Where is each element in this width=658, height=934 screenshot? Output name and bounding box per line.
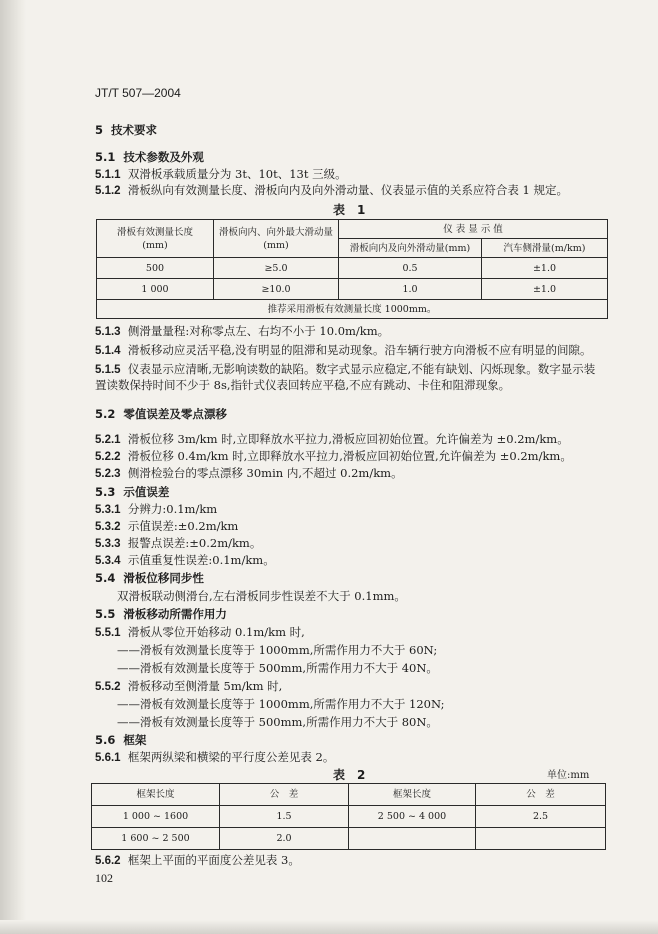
section-5-3-heading: 5.3 示值误差 <box>95 485 170 499</box>
table-row <box>97 258 608 279</box>
table-cell: ≥5.0 <box>214 258 339 279</box>
clause-5-1-2: 5.1.2 滑板纵向有效测量长度、滑板向内及向外滑动量、仪表显示值的关系应符合表 1 规定。 <box>95 183 569 197</box>
list-item: ——滑板有效测量长度等于 500mm,所需作用力不大于 80N。 <box>117 715 438 729</box>
table2-unit: 单位:mm <box>547 770 590 781</box>
clause-5-1-4: 5.1.4 滑板移动应灵活平稳,没有明显的阻滞和晃动现象。沿车辆行驶方向滑板不应有明显的间隙。 <box>95 343 592 357</box>
table-cell: 1 600 ~ 2 500 <box>92 828 220 850</box>
list-item: ——滑板有效测量长度等于 1000mm,所需作用力不大于 60N; <box>117 643 438 657</box>
clause-5-2-1: 5.2.1 滑板位移 3m/km 时,立即释放水平拉力,滑板应回初始位置。允许偏差为 ±0.2m/km。 <box>95 432 569 446</box>
clause-5-6-1: 5.6.1 框架两纵梁和横梁的平行度公差见表 2。 <box>95 750 335 764</box>
table-cell: 500 <box>97 258 214 279</box>
table-cell: 2.5 <box>476 806 606 828</box>
table-cell: ±1.0 <box>482 279 608 300</box>
table1-subcol1-header: 滑板向内及向外滑动量(mm) <box>339 239 482 258</box>
table-cell: 1.0 <box>339 279 482 300</box>
table-cell: 0.5 <box>339 258 482 279</box>
table-row <box>97 279 608 300</box>
standard-header: JT/T 507—2004 <box>95 86 181 100</box>
scan-shadow-edge <box>0 0 26 934</box>
section-5-5-heading: 5.5 滑板移动所需作用力 <box>95 607 227 621</box>
table-cell <box>349 828 476 850</box>
table-cell: 2.0 <box>220 828 349 850</box>
clause-5-2-3: 5.2.3 侧滑检验台的零点漂移 30min 内,不超过 0.2m/km。 <box>95 466 403 480</box>
page-number: 102 <box>95 871 113 885</box>
table-row <box>92 806 606 828</box>
section-5-2-heading: 5.2 零值误差及零点漂移 <box>95 407 227 421</box>
clause-5-1-1: 5.1.1 双滑板承载质量分为 3t、10t、13t 三级。 <box>95 167 347 181</box>
clause-5-1-3: 5.1.3 侧滑量量程:对称零点左、右均不小于 10.0m/km。 <box>95 324 390 338</box>
clause-5-2-2: 5.2.2 滑板位移 0.4m/km 时,立即释放水平拉力,滑板应回初始位置,允许偏差为 ±0.2m/km。 <box>95 449 572 463</box>
table2 <box>91 783 606 850</box>
table2-header: 公 差 <box>476 784 606 806</box>
clause-5-1-5: 5.1.5 仪表显示应清晰,无影响读数的缺陷。数字式显示应稳定,不能有缺划、闪烁现象。数字显示装 <box>95 362 596 376</box>
clause-5-1-5-cont: 置读数保持时间不少于 8s,指针式仪表回转应平稳,不应有跳动、卡住和阻滞现象。 <box>95 378 511 392</box>
table1-subcol2-header: 汽车侧滑量(m/km) <box>482 239 608 258</box>
table2-header: 框架长度 <box>349 784 476 806</box>
section-5-1-heading: 5.1 技术参数及外观 <box>95 150 204 164</box>
table-row <box>92 828 606 850</box>
table1-caption: 表 1 <box>333 203 366 217</box>
clause-5-3-2: 5.3.2 示值误差:±0.2m/km <box>95 519 239 533</box>
clause-5-5-1: 5.5.1 滑板从零位开始移动 0.1m/km 时, <box>95 625 305 639</box>
table1-col2-header: 滑板向内、向外最大滑动量 (mm) <box>214 220 339 258</box>
clause-5-3-3: 5.3.3 报警点误差:±0.2m/km。 <box>95 536 262 550</box>
table1-note: 推荐采用滑板有效测量长度 1000mm。 <box>97 300 608 319</box>
scan-shadow-bottom <box>0 920 658 934</box>
table-cell <box>476 828 606 850</box>
table1-group-header: 仪 表 显 示 值 <box>339 220 608 239</box>
table2-header: 公 差 <box>220 784 349 806</box>
section-5-4-heading: 5.4 滑板位移同步性 <box>95 571 204 585</box>
clause-5-5-2: 5.5.2 滑板移动至侧滑量 5m/km 时, <box>95 679 283 693</box>
table-cell: 1 000 ~ 1600 <box>92 806 220 828</box>
section-5-6-heading: 5.6 框架 <box>95 733 147 747</box>
table2-header: 框架长度 <box>92 784 220 806</box>
list-item: ——滑板有效测量长度等于 500mm,所需作用力不大于 40N。 <box>117 661 438 675</box>
section-5-4-text: 双滑板联动侧滑台,左右滑板同步性误差不大于 0.1mm。 <box>117 589 406 603</box>
table2-caption: 表 2 <box>333 768 366 782</box>
clause-5-3-1: 5.3.1 分辨力:0.1m/km <box>95 502 218 516</box>
list-item: ——滑板有效测量长度等于 1000mm,所需作用力不大于 120N; <box>117 697 445 711</box>
table-cell: 1 000 <box>97 279 214 300</box>
table-cell: ≥10.0 <box>214 279 339 300</box>
table-cell: ±1.0 <box>482 258 608 279</box>
table1-col1-header: 滑板有效测量长度 (mm) <box>97 220 214 258</box>
table-cell: 2 500 ~ 4 000 <box>349 806 476 828</box>
table-cell: 1.5 <box>220 806 349 828</box>
clause-5-6-2: 5.6.2 框架上平面的平面度公差见表 3。 <box>95 853 300 867</box>
table1 <box>96 219 608 319</box>
section-5-heading: 5 技术要求 <box>95 123 158 137</box>
clause-5-3-4: 5.3.4 示值重复性误差:0.1m/km。 <box>95 553 275 567</box>
